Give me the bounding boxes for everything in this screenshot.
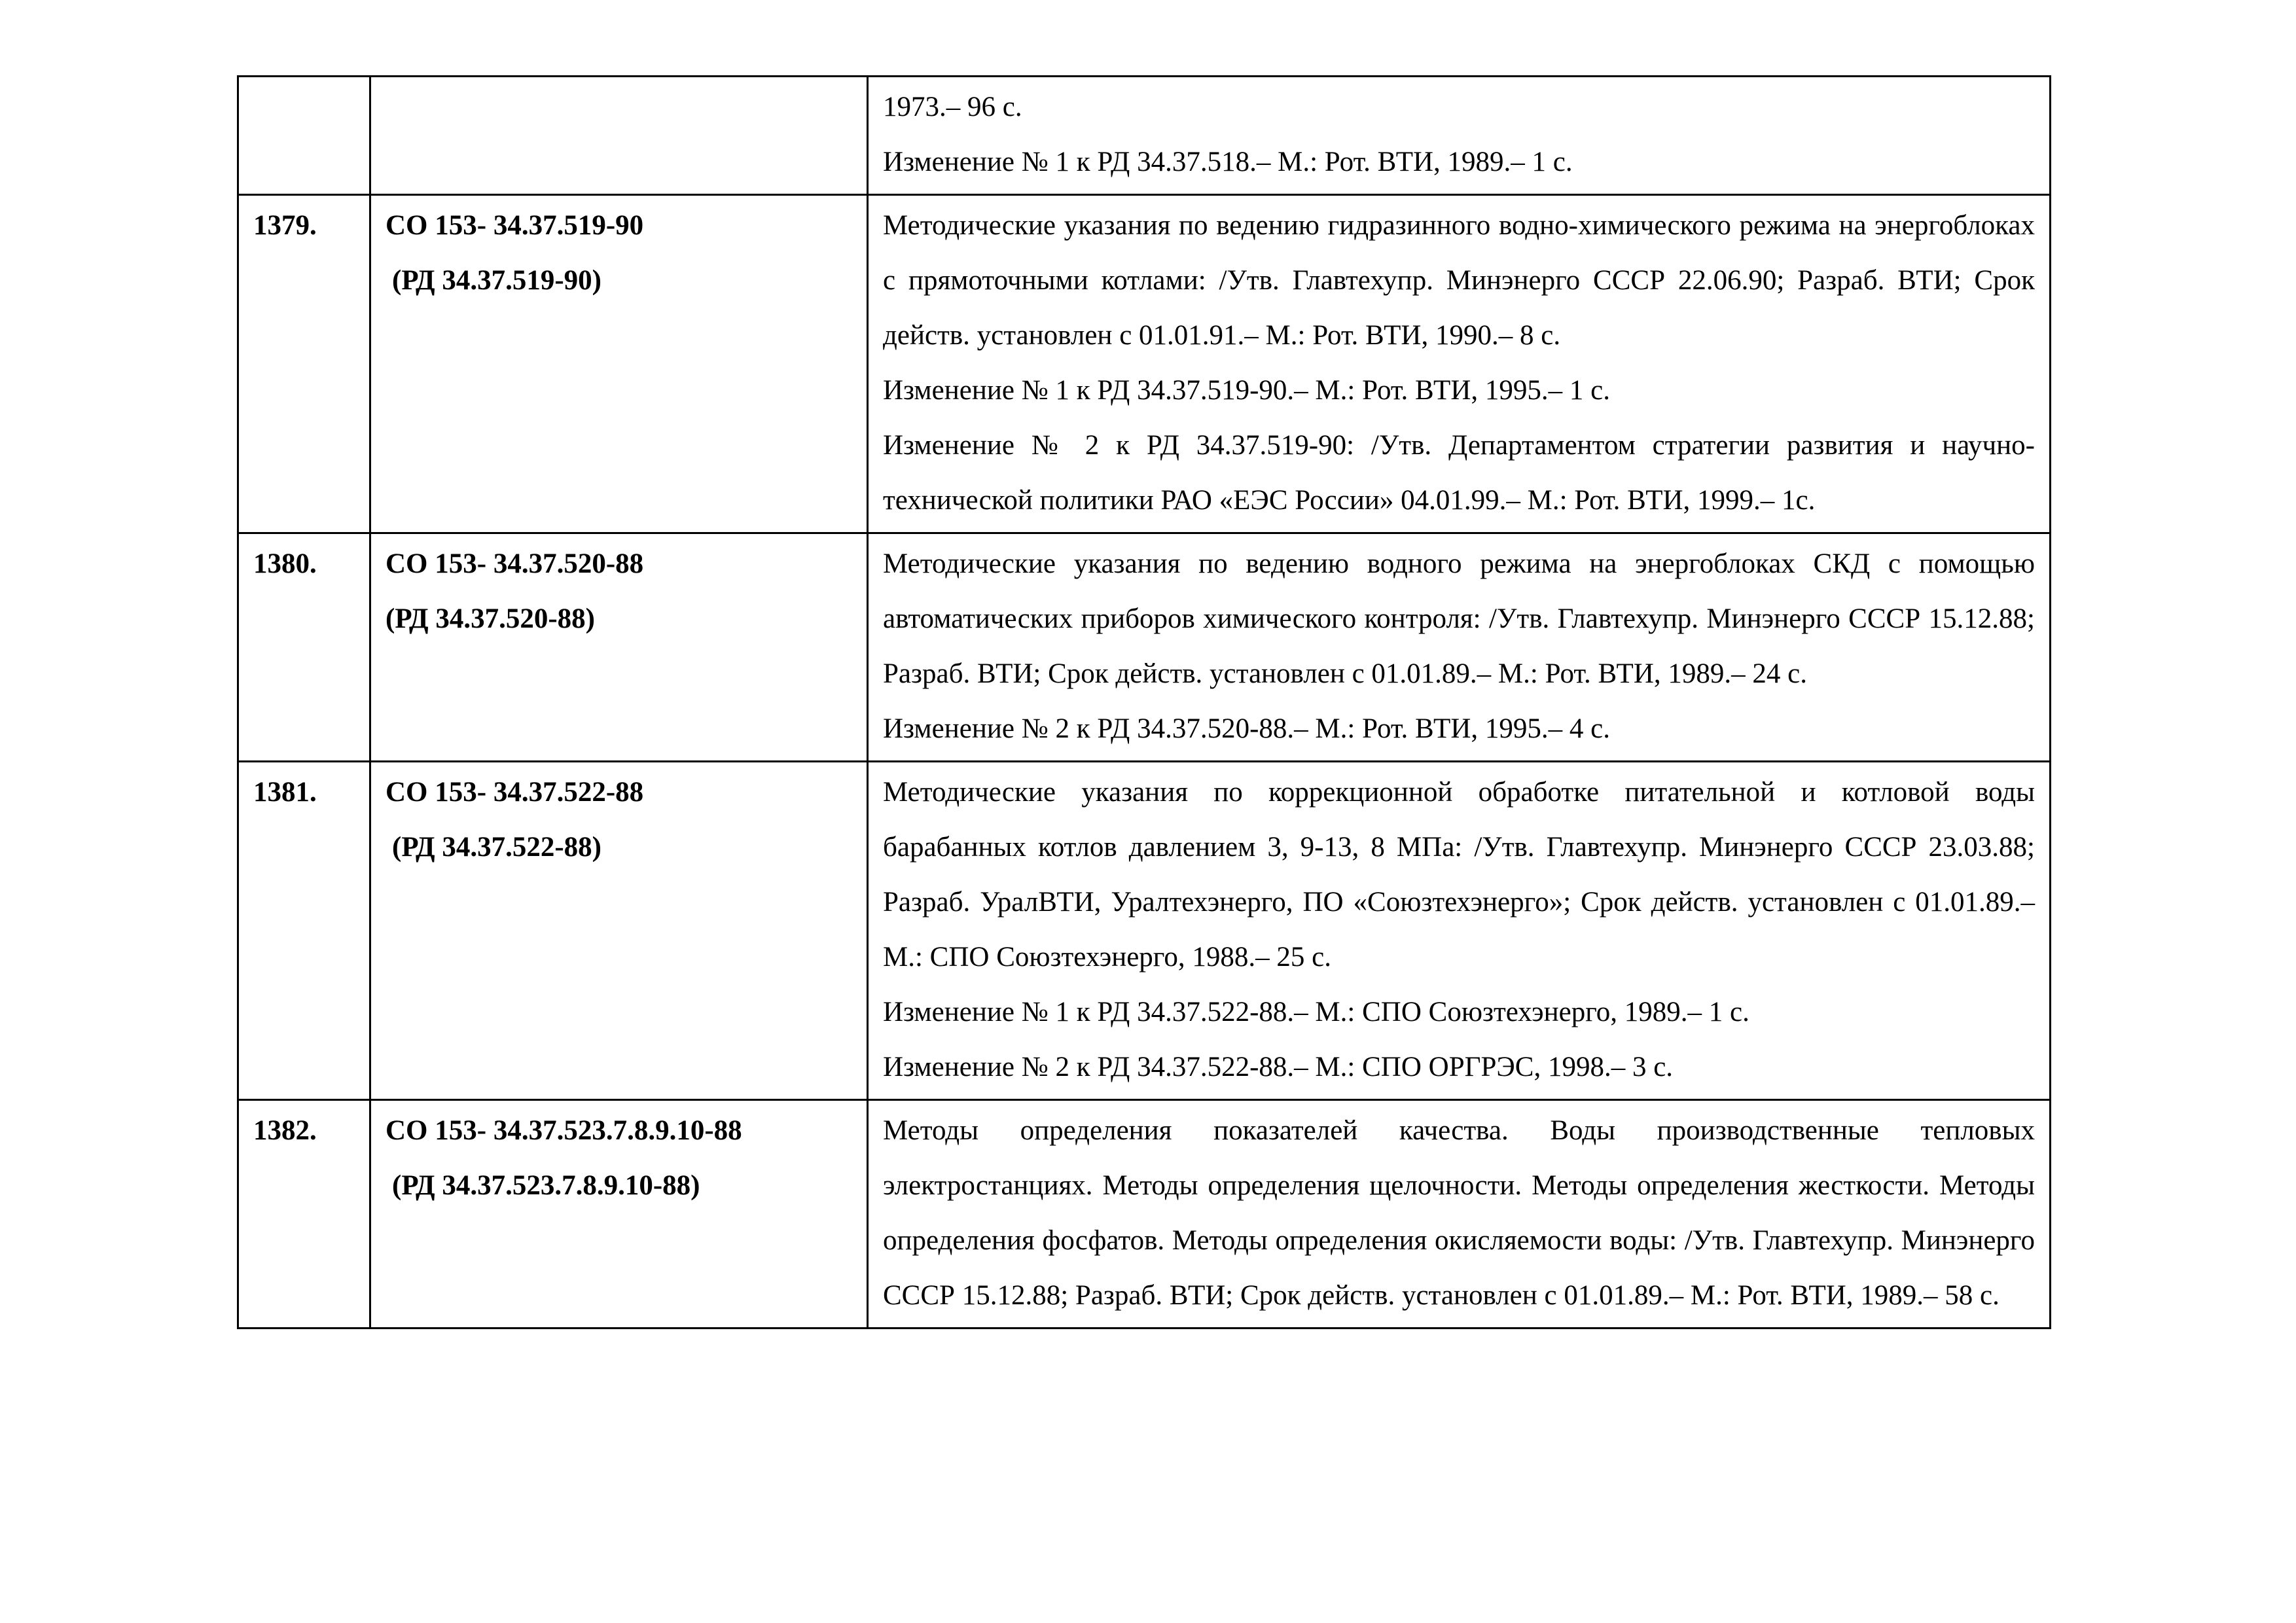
table-row — [238, 77, 2051, 195]
table-row — [238, 533, 2051, 762]
code-primary: СО 153- 34.37.519-90 — [386, 210, 644, 241]
row-number: 1379. — [238, 195, 370, 533]
document-description — [868, 1100, 2051, 1329]
description-text: 1973.– 96 с. — [883, 92, 1022, 122]
row-number: 1382. — [238, 1100, 370, 1329]
document-description — [868, 195, 2051, 533]
code-alternate: (РД 34.37.520-88) — [386, 603, 595, 634]
change-note: Изменение № 1 к РД 34.37.518.– М.: Рот. ВТИ, 1989.– 1 с. — [883, 147, 1573, 177]
description-text: Методические указания по коррекционной обработке питательной и котловой воды барабанных котлов давлением 3, 9-13, 8 МПа: /Утв. Главтехупр. Минэнерго СССР 23.03.88; Разраб. УралВТИ, Уралтехэнерго, ПО «Союзтехэнерго»; Срок действ. установлен с 01.01.89.– М.: СПО Союзтехэнерго, 1988.– 25 с. — [883, 777, 2035, 972]
code-primary: СО 153- 34.37.523.7.8.9.10-88 — [386, 1115, 742, 1146]
table-row — [238, 1100, 2051, 1329]
document-description — [868, 533, 2051, 762]
change-note: Изменение № 1 к РД 34.37.522-88.– М.: СПО Союзтехэнерго, 1989.– 1 с. — [883, 997, 1749, 1027]
code-alternate: (РД 34.37.523.7.8.9.10-88) — [392, 1170, 700, 1201]
description-text: Методические указания по ведению водного режима на энергоблоках СКД с помощью автоматических приборов химического контроля: /Утв. Главтехупр. Минэнерго СССР 15.12.88; Разраб. ВТИ; Срок действ. установлен с 01.01.89.– М.: Рот. ВТИ, 1989.– 24 с. — [883, 548, 2035, 689]
standards-table — [237, 75, 2051, 1329]
change-note: Изменение № 2 к РД 34.37.522-88.– М.: СПО ОРГРЭС, 1998.– 3 с. — [883, 1052, 1674, 1082]
document-code — [370, 195, 868, 533]
row-number: 1380. — [238, 533, 370, 762]
code-primary: СО 153- 34.37.520-88 — [386, 548, 644, 579]
change-note: Изменение № 2 к РД 34.37.519-90: /Утв. Департаментом стратегии развития и научно-технической политики РАО «ЕЭС России» 04.01.99.– М.: Рот. ВТИ, 1999.– 1с. — [883, 430, 2035, 516]
table-row — [238, 762, 2051, 1100]
code-alternate: (РД 34.37.519-90) — [392, 265, 601, 296]
table-row — [238, 195, 2051, 533]
change-note: Изменение № 1 к РД 34.37.519-90.– М.: Рот. ВТИ, 1995.– 1 с. — [883, 375, 1610, 406]
document-code — [370, 77, 868, 195]
document-code — [370, 533, 868, 762]
description-text: Методы определения показателей качества. Воды производственные тепловых электростанциях. Методы определения щелочности. Методы определения жесткости. Методы определения фосфатов. Методы определения окисляемости воды: /Утв. Главтехупр. Минэнерго СССР 15.12.88; Разраб. ВТИ; Срок действ. установлен с 01.01.89.– М.: Рот. ВТИ, 1989.– 58 с. — [883, 1115, 2035, 1311]
document-description — [868, 77, 2051, 195]
change-note: Изменение № 2 к РД 34.37.520-88.– М.: Рот. ВТИ, 1995.– 4 с. — [883, 713, 1610, 744]
code-primary: СО 153- 34.37.522-88 — [386, 777, 644, 808]
document-description — [868, 762, 2051, 1100]
document-code — [370, 1100, 868, 1329]
code-alternate: (РД 34.37.522-88) — [392, 832, 601, 863]
document-code — [370, 762, 868, 1100]
row-number — [238, 77, 370, 195]
row-number: 1381. — [238, 762, 370, 1100]
description-text: Методические указания по ведению гидразинного водно-химического режима на энергоблоках с прямоточными котлами: /Утв. Главтехупр. Минэнерго СССР 22.06.90; Разраб. ВТИ; Срок действ. установлен с 01.01.91.– М.: Рот. ВТИ, 1990.– 8 с. — [883, 210, 2035, 351]
